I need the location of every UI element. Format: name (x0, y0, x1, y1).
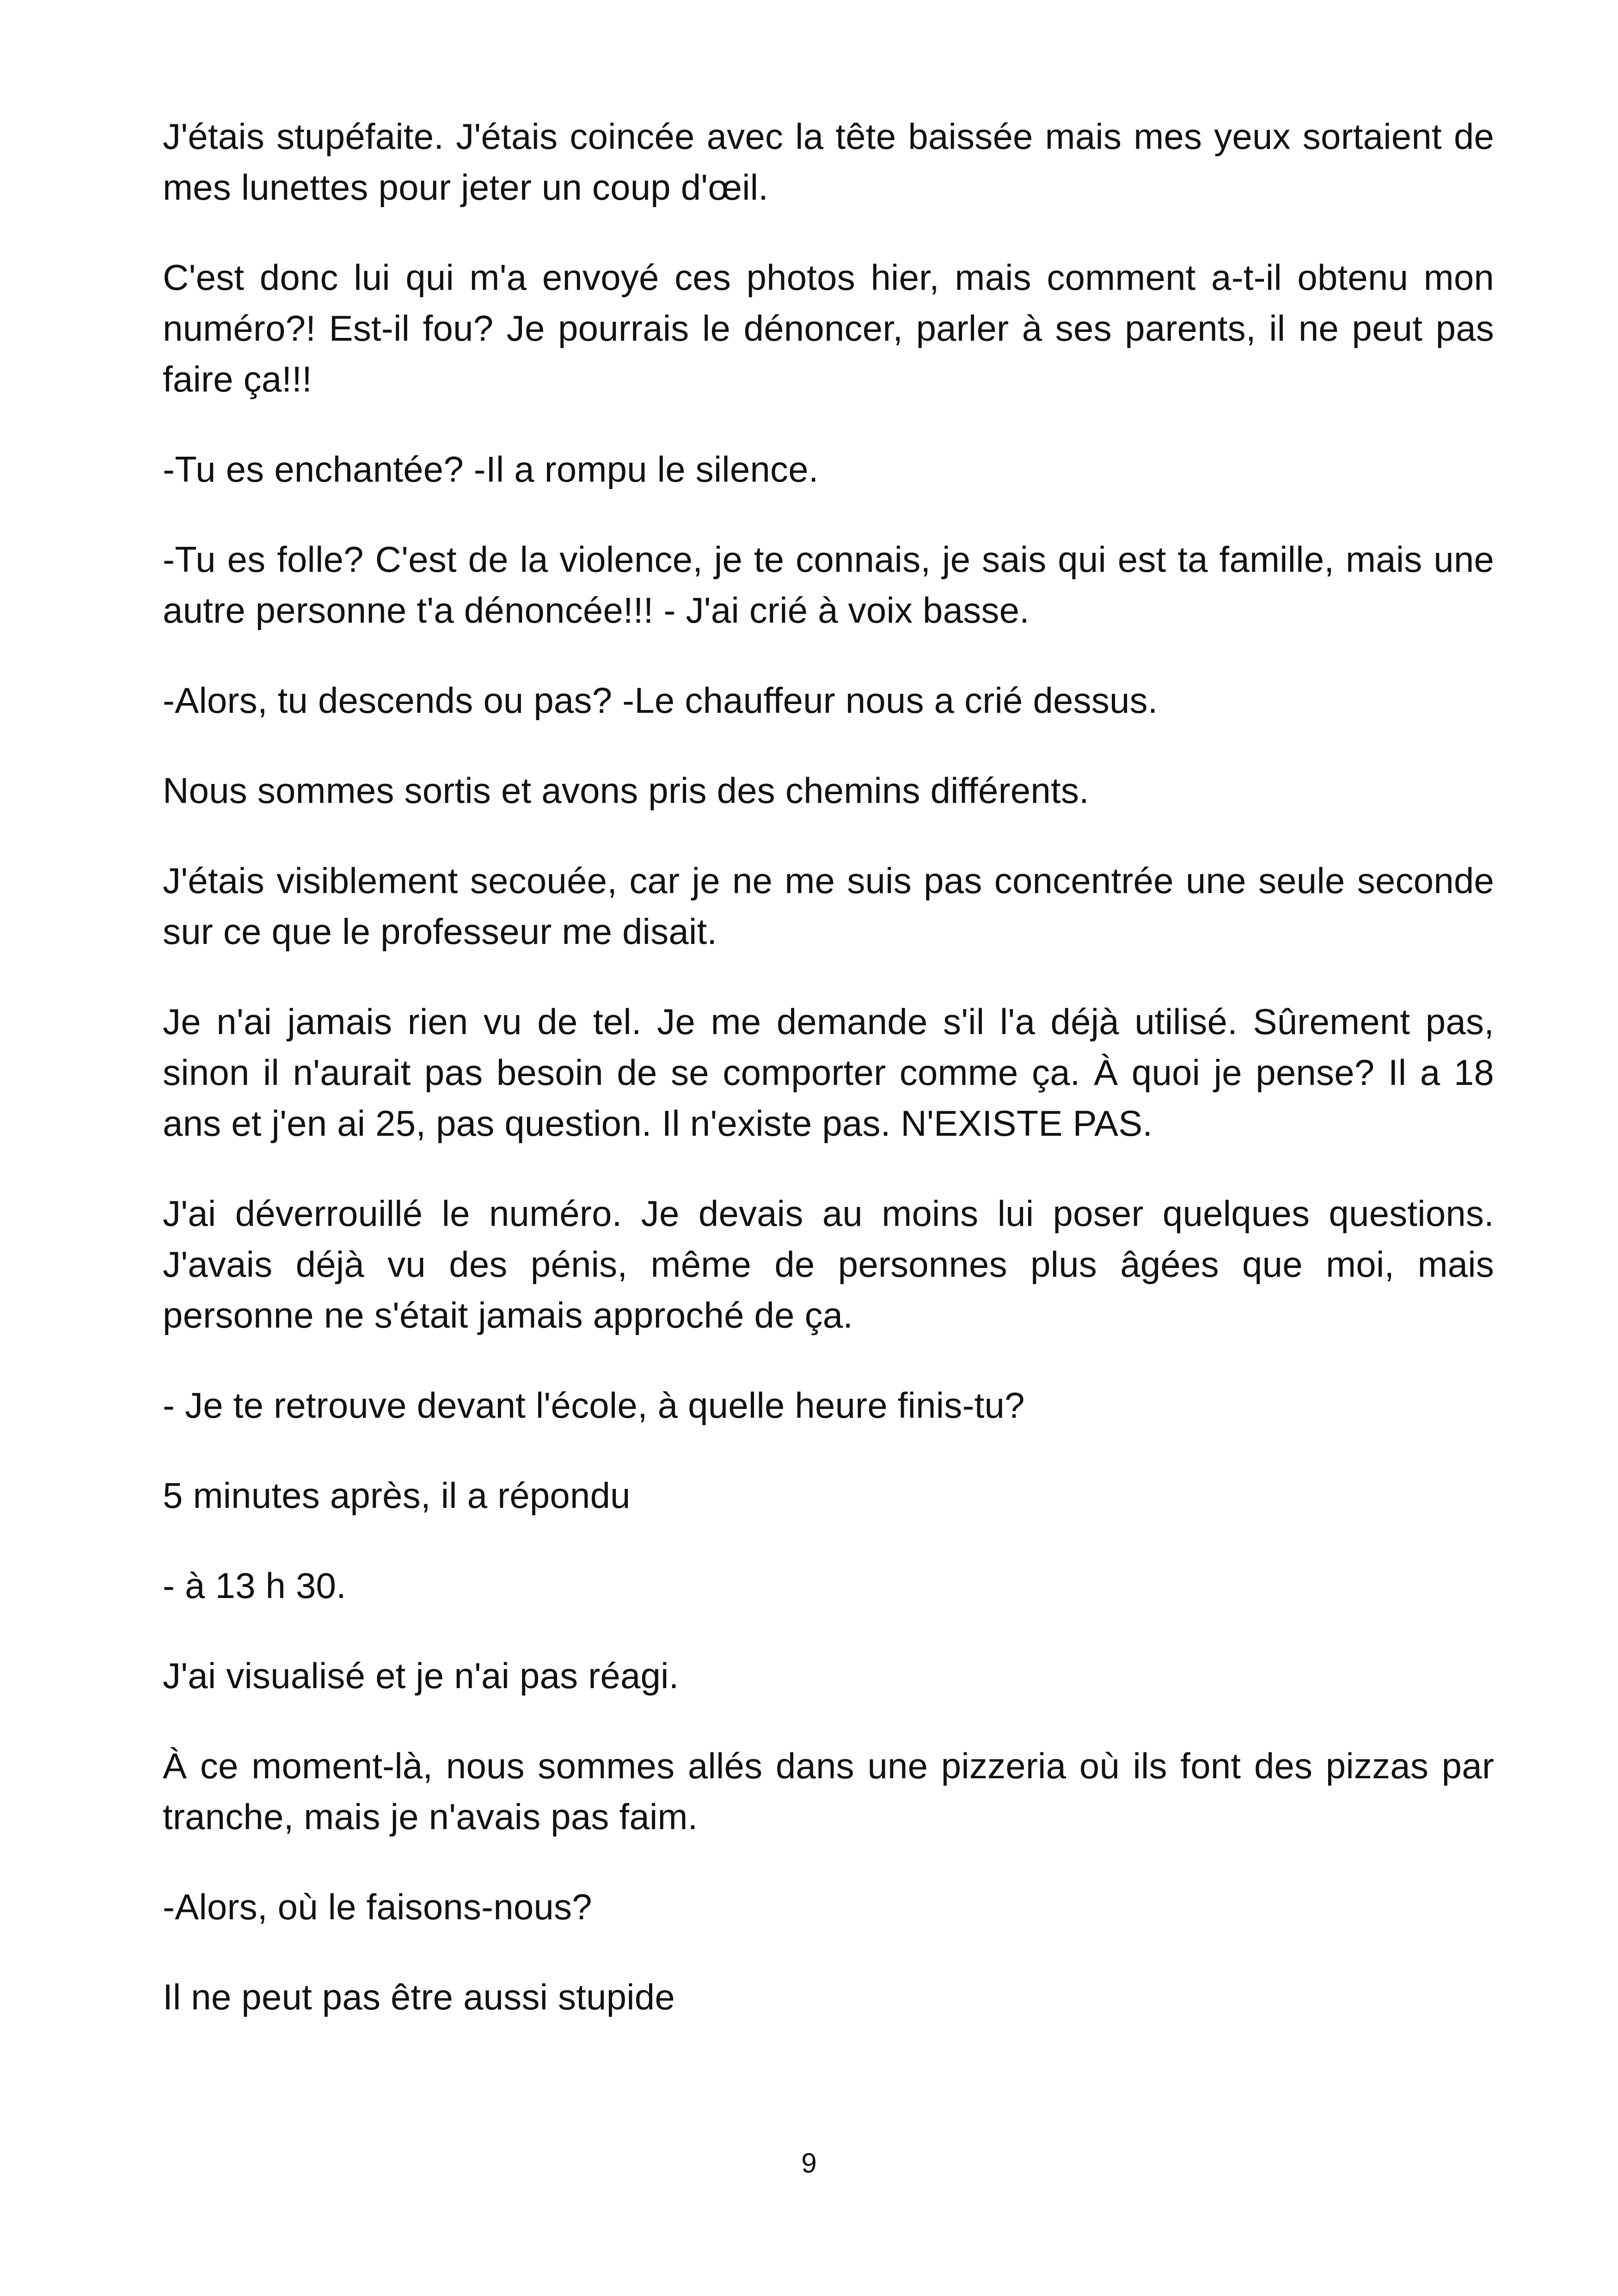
paragraph: 5 minutes après, il a répondu (163, 1475, 631, 1516)
paragraph: Il ne peut pas être aussi stupide (163, 1977, 675, 2017)
paragraph: -Tu es folle? C'est de la violence, je te connais, je sais qui est ta famille, mais une autre personne t'a dénoncée!!! - J'ai crié à voix basse. (163, 539, 1494, 631)
paragraph: Je n'ai jamais rien vu de tel. Je me demande s'il l'a déjà utilisé. Sûrement pas, sinon il n'aurait pas besoin de se comporter comme ça. À quoi je pense? Il a 18 ans et j'en ai 25, pas question. Il n'existe pas. N'EXISTE PAS. (163, 1001, 1494, 1144)
paragraph: J'ai visualisé et je n'ai pas réagi. (163, 1655, 679, 1696)
paragraph: -Tu es enchantée? -Il a rompu le silence. (163, 449, 819, 490)
paragraph: - à 13 h 30. (163, 1565, 347, 1606)
paragraph: À ce moment-là, nous sommes allés dans une pizzeria où ils font des pizzas par tranche, mais je n'avais pas faim. (163, 1745, 1494, 1837)
body-text (163, 111, 1494, 2062)
paragraph: -Alors, où le faisons-nous? (163, 1886, 592, 1927)
paragraph: J'étais stupéfaite. J'étais coincée avec la tête baissée mais mes yeux sortaient de mes lunettes pour jeter un coup d'œil. (163, 116, 1494, 208)
paragraph: C'est donc lui qui m'a envoyé ces photos hier, mais comment a-t-il obtenu mon numéro?! Est-il fou? Je pourrais le dénoncer, parler à ses parents, il ne peut pas faire ça!!! (163, 257, 1494, 399)
paragraph: J'étais visiblement secouée, car je ne me suis pas concentrée une seule seconde sur ce que le professeur me disait. (163, 860, 1494, 952)
paragraph: - Je te retrouve devant l'école, à quelle heure finis-tu? (163, 1385, 1025, 1426)
paragraph: J'ai déverrouillé le numéro. Je devais au moins lui poser quelques questions. J'avais déjà vu des pénis, même de personnes plus âgées que moi, mais personne ne s'était jamais approché de ça. (163, 1193, 1494, 1335)
paragraph: Nous sommes sortis et avons pris des chemins différents. (163, 770, 1089, 811)
page-number: 9 (801, 2148, 817, 2179)
paragraph: -Alors, tu descends ou pas? -Le chauffeur nous a crié dessus. (163, 680, 1158, 721)
